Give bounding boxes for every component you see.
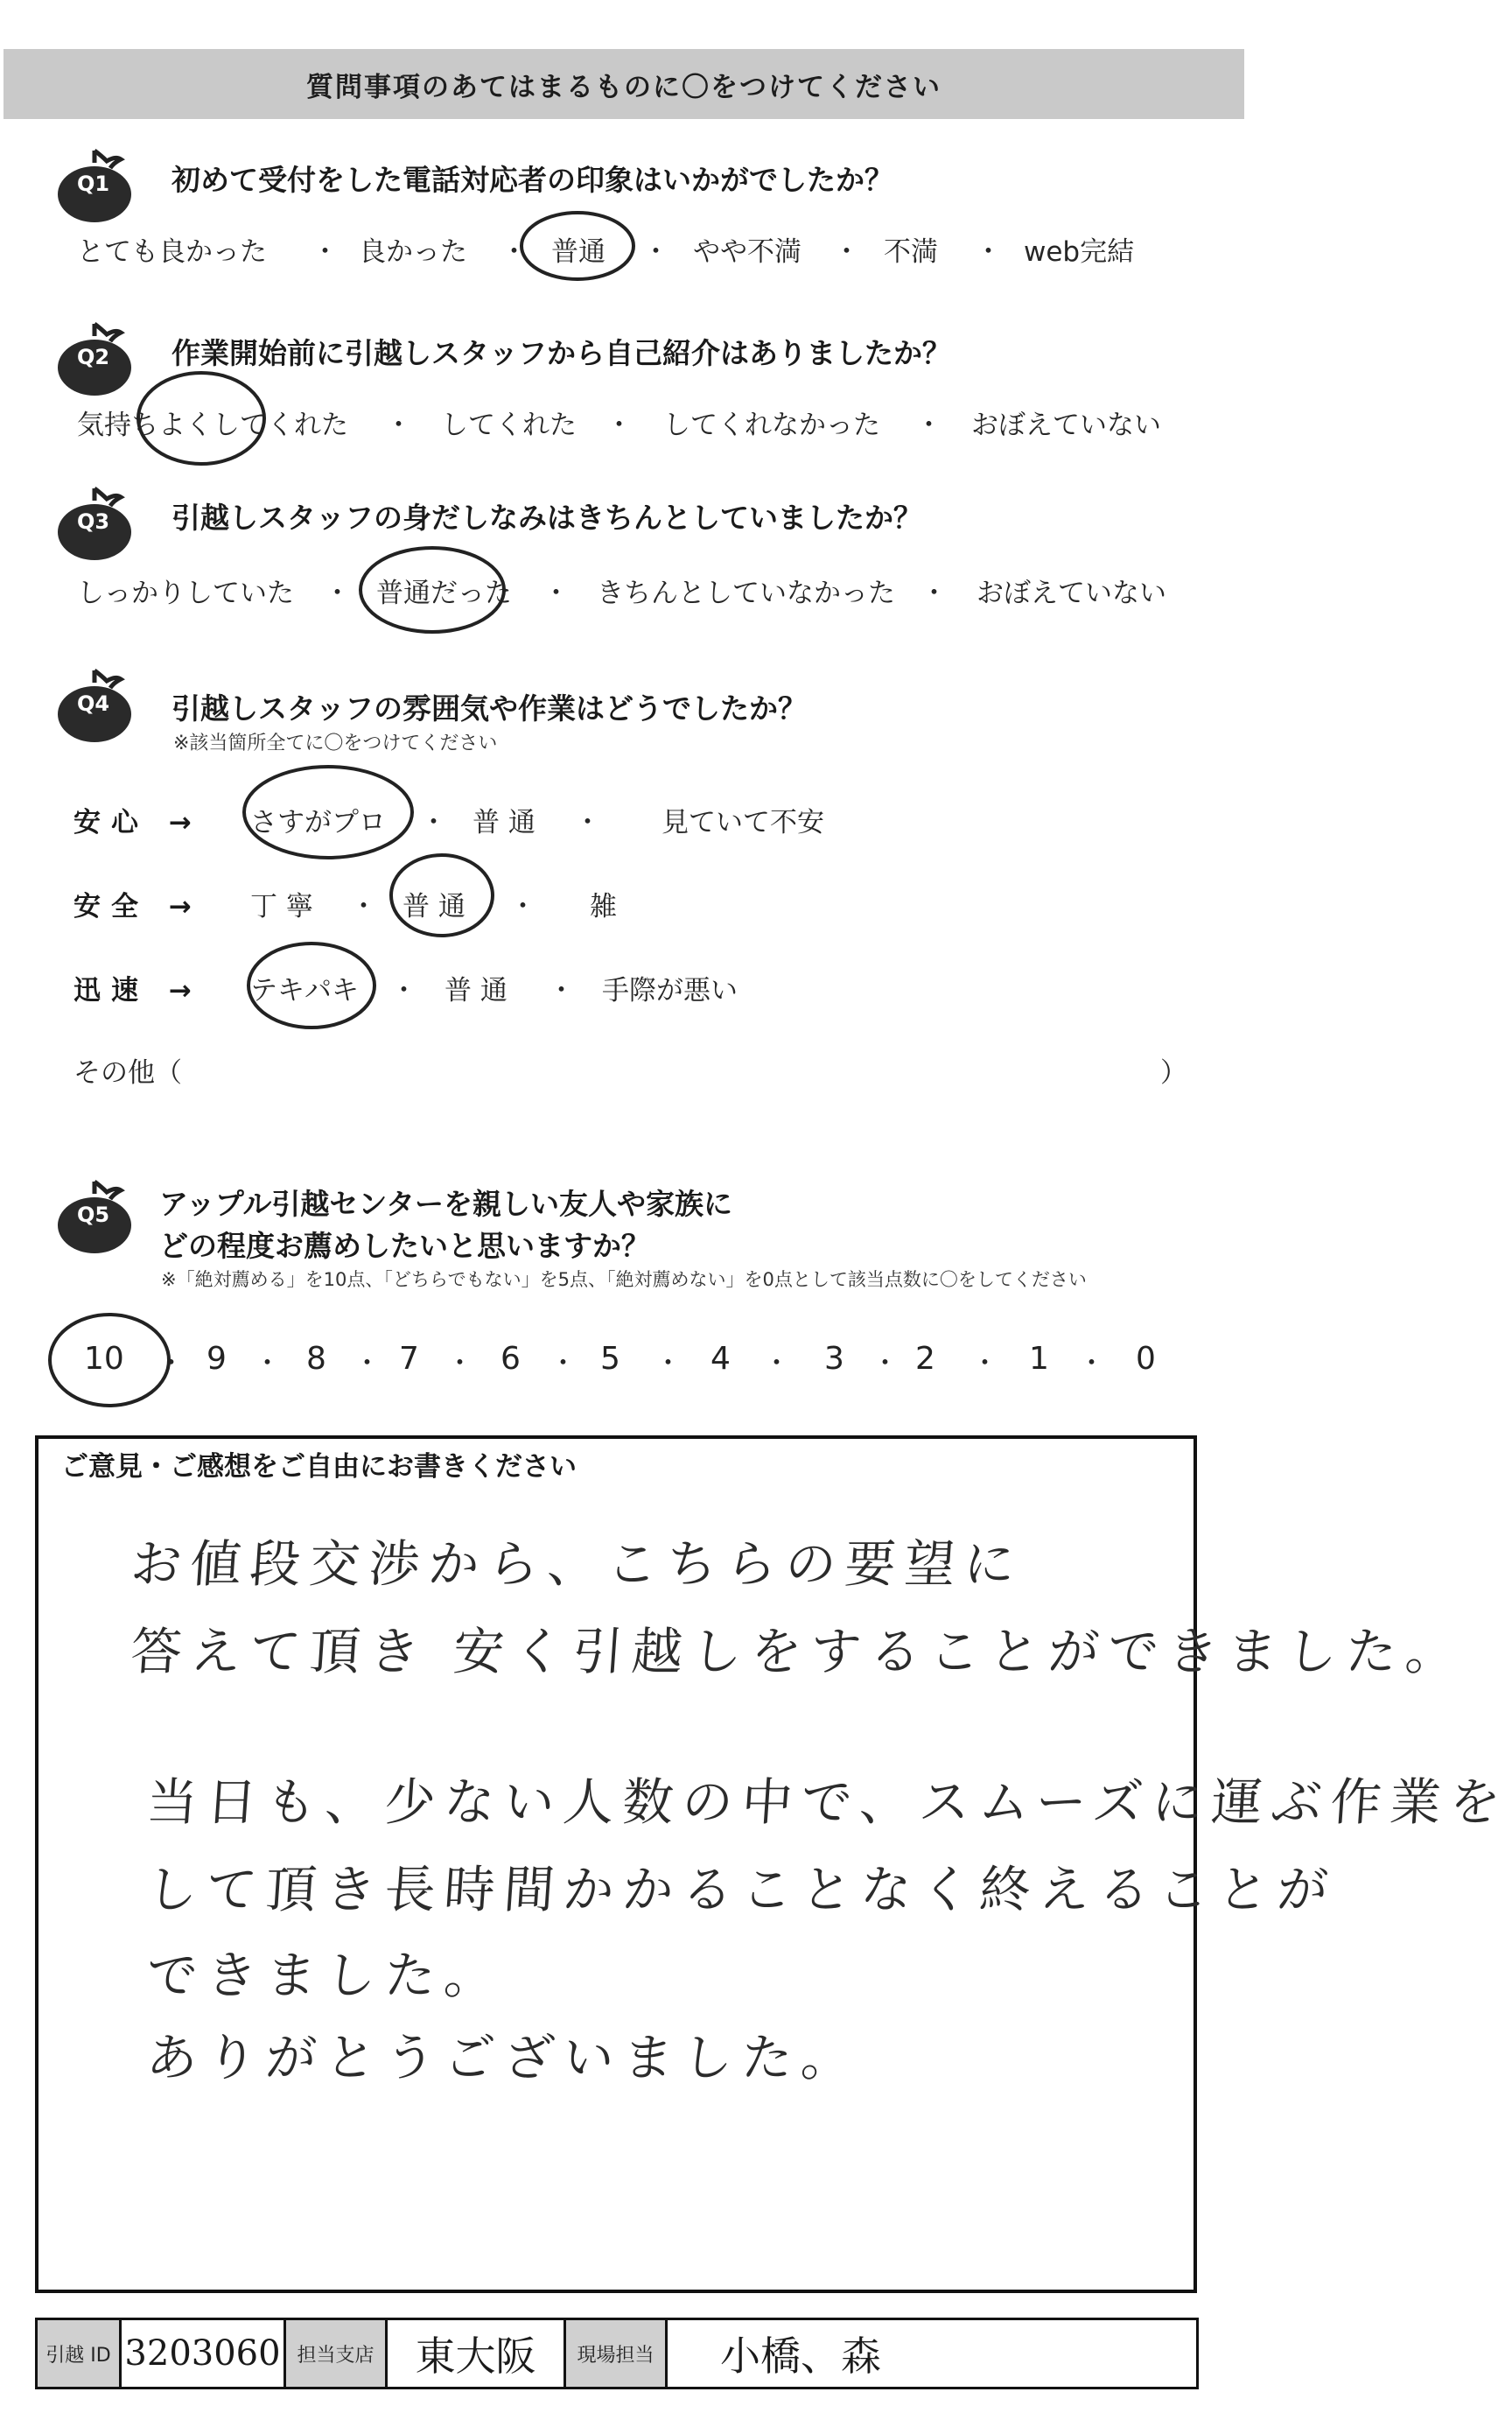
- footer-table: [35, 2318, 1199, 2389]
- comment-title: ご意見・ご感想をご自由にお書きください: [61, 1451, 577, 1483]
- separator-dot: ・: [158, 1348, 185, 1379]
- q2-option-1[interactable]: 気持ちよくしてくれた: [77, 410, 348, 441]
- handwritten-line: 当日も、少ない人数の中で、スムーズに運ぶ作業を: [144, 1772, 1512, 1832]
- q5-note: ※「絶対薦める」を10点、「どちらでもない」を5点、「絶対薦めない」を0点として該当点数に〇をしてください: [161, 1269, 1087, 1290]
- q4-row3-option-3[interactable]: 手際が悪い: [602, 975, 738, 1007]
- q2-option-4[interactable]: おぼえていない: [971, 410, 1161, 441]
- q5-score-6[interactable]: 6: [500, 1341, 521, 1377]
- handwritten-line: できました。: [144, 1946, 507, 2005]
- q4-category-2: 安全 →: [74, 891, 202, 922]
- q1-option-4[interactable]: やや不満: [693, 236, 802, 268]
- move-id-value: 3203060: [122, 2320, 286, 2387]
- separator-dot: ・: [763, 1348, 790, 1379]
- q4-badge-label: Q4: [77, 691, 110, 716]
- q4-row1-option-3[interactable]: 見ていて不安: [662, 807, 824, 838]
- separator-dot: ・: [915, 410, 942, 441]
- q4-row2-option-1[interactable]: 丁 寧: [250, 891, 313, 922]
- q5-badge-label: Q5: [77, 1203, 110, 1227]
- q5-score-4[interactable]: 4: [710, 1341, 731, 1377]
- separator-dot: ・: [500, 236, 528, 268]
- q1-badge-label: Q1: [77, 172, 110, 196]
- move-id-label: 引越 ID: [38, 2320, 122, 2387]
- q1-option-3[interactable]: 普通: [551, 236, 606, 268]
- q4-text: 引越しスタッフの雰囲気や作業はどうでしたか？: [172, 691, 807, 726]
- q2-option-2[interactable]: してくれた: [441, 410, 577, 441]
- q2-badge-label: Q2: [77, 345, 110, 369]
- separator-dot: ・: [509, 891, 536, 922]
- q5-score-10[interactable]: 10: [84, 1341, 124, 1377]
- q5-score-8[interactable]: 8: [306, 1341, 326, 1377]
- q3-text: 引越しスタッフの身だしなみはきちんとしていましたか？: [172, 501, 922, 535]
- q4-row2-option-3[interactable]: 雑: [590, 891, 617, 922]
- separator-dot: ・: [324, 578, 351, 609]
- separator-dot: ・: [872, 1348, 899, 1379]
- q5-score-7[interactable]: 7: [399, 1341, 419, 1377]
- separator-dot: ・: [420, 807, 447, 838]
- separator-dot: ・: [254, 1348, 281, 1379]
- separator-dot: ・: [642, 236, 669, 268]
- q3-option-1[interactable]: しっかりしていた: [77, 578, 294, 609]
- q4-row1-option-1[interactable]: さすがプロ: [250, 807, 386, 838]
- branch-value: 東大阪: [388, 2320, 566, 2387]
- q4-category-3: 迅速 →: [74, 975, 202, 1007]
- separator-dot: ・: [833, 236, 860, 268]
- q2-text: 作業開始前に引越しスタッフから自己紹介はありましたか？: [172, 336, 951, 370]
- q1-option-5[interactable]: 不満: [884, 236, 938, 268]
- handwritten-line: ありがとうございました。: [144, 2028, 864, 2087]
- q5-score-9[interactable]: 9: [206, 1341, 227, 1377]
- separator-dot: ・: [542, 578, 570, 609]
- q5-score-5[interactable]: 5: [600, 1341, 620, 1377]
- q5-text-line2: どの程度お薦めしたいと思いますか？: [159, 1229, 650, 1263]
- separator-dot: ・: [548, 975, 575, 1007]
- q5-score-3[interactable]: 3: [824, 1341, 844, 1377]
- q4-other-label: その他（: [74, 1057, 182, 1089]
- q4-other-close: ）: [1160, 1057, 1187, 1089]
- q3-option-2[interactable]: 普通だった: [376, 578, 512, 609]
- separator-dot: ・: [312, 236, 339, 268]
- q5-score-2[interactable]: 2: [915, 1341, 935, 1377]
- separator-dot: ・: [920, 578, 948, 609]
- separator-dot: ・: [385, 410, 412, 441]
- q1-option-2[interactable]: 良かった: [359, 236, 467, 268]
- separator-dot: ・: [350, 891, 377, 922]
- q4-row3-option-2[interactable]: 普 通: [444, 975, 508, 1007]
- separator-dot: ・: [550, 1348, 577, 1379]
- handwritten-line: 答えて頂き 安く引越しをすることができました。: [129, 1622, 1467, 1681]
- q3-badge-label: Q3: [77, 509, 110, 534]
- separator-dot: ・: [354, 1348, 381, 1379]
- staff-label: 現場担当: [566, 2320, 668, 2387]
- q3-option-4[interactable]: おぼえていない: [976, 578, 1166, 609]
- q1-option-6[interactable]: web完結: [1024, 236, 1135, 268]
- q1-option-1[interactable]: とても良かった: [77, 236, 267, 268]
- q2-option-3[interactable]: してくれなかった: [663, 410, 880, 441]
- q4-row1-option-2[interactable]: 普 通: [472, 807, 536, 838]
- separator-dot: ・: [390, 975, 417, 1007]
- header-bar: [4, 49, 1244, 119]
- header-title: 質問事項のあてはまるものに〇をつけてください: [306, 71, 942, 103]
- staff-value: 小橋、森: [720, 2332, 881, 2380]
- separator-dot: ・: [975, 236, 1002, 268]
- separator-dot: ・: [654, 1348, 682, 1379]
- q1-text: 初めて受付をした電話対応者の印象はいかがでしたか？: [172, 163, 893, 197]
- handwritten-line: して頂き長時間かかることなく終えることが: [144, 1860, 1340, 1919]
- separator-dot: ・: [574, 807, 601, 838]
- q3-option-3[interactable]: きちんとしていなかった: [597, 578, 895, 609]
- separator-dot: ・: [971, 1348, 998, 1379]
- q4-row3-option-1[interactable]: テキパキ: [250, 975, 359, 1007]
- separator-dot: ・: [446, 1348, 473, 1379]
- q4-row2-option-2[interactable]: 普 通: [402, 891, 466, 922]
- branch-label: 担当支店: [286, 2320, 388, 2387]
- handwritten-line: お値段交渉から、こちらの要望に: [129, 1534, 1026, 1594]
- q5-score-1[interactable]: 1: [1029, 1341, 1049, 1377]
- separator-dot: ・: [606, 410, 633, 441]
- q4-category-1: 安心 →: [74, 807, 202, 838]
- q5-text-line1: アップル引越センターを親しい友人や家族に: [159, 1187, 733, 1221]
- q5-score-0[interactable]: 0: [1136, 1341, 1156, 1377]
- separator-dot: ・: [1078, 1348, 1105, 1379]
- q4-note: ※該当箇所全てに〇をつけてください: [173, 733, 498, 754]
